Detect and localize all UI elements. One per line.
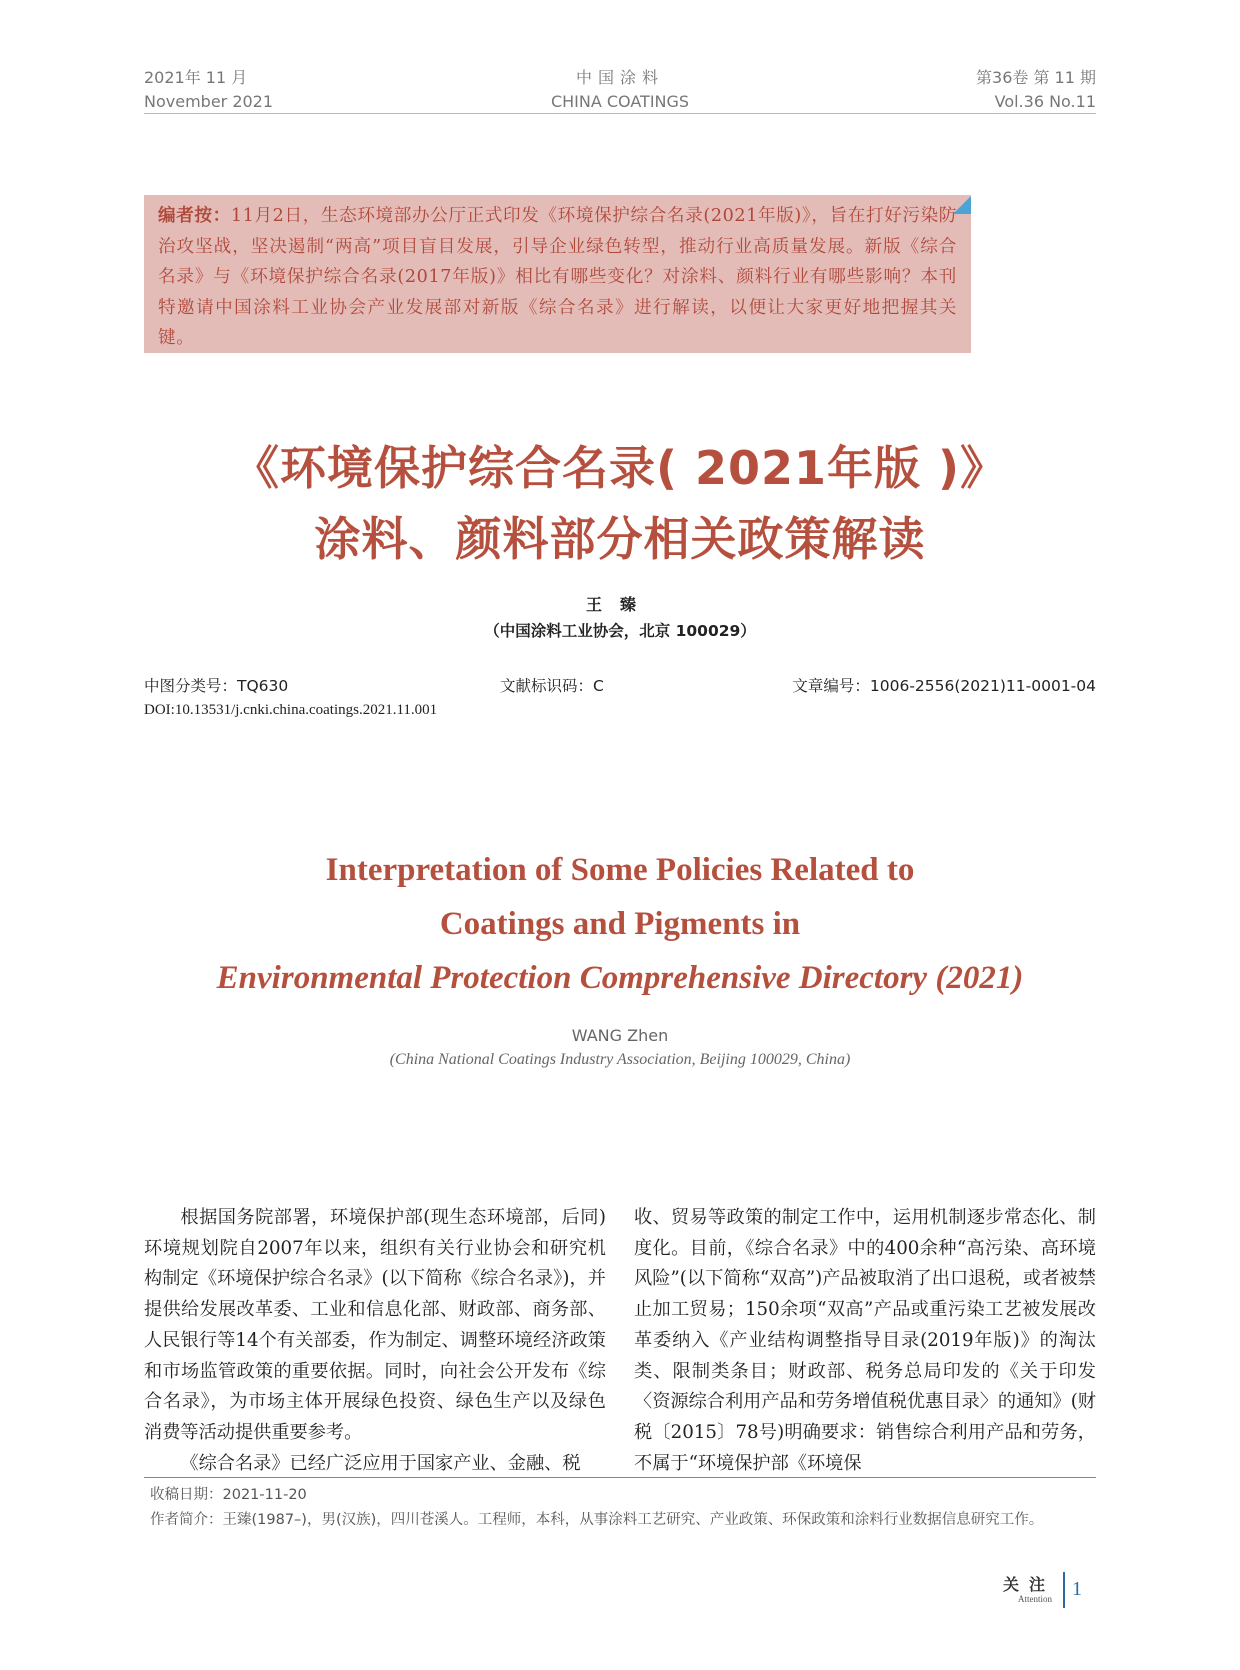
body-paragraph: 《综合名录》已经广泛应用于国家产业、金融、税 [180,1452,581,1474]
header-date-en: November 2021 [144,92,274,111]
title-en-line1: Interpretation of Some Policies Related to [325,852,915,888]
body-column-right [634,1203,1096,1479]
header-journal [520,66,720,114]
body-column-left [144,1203,606,1479]
editor-note-box [144,195,971,353]
author-en: WANG Zhen [571,1026,669,1045]
title-en-line3: Environmental Protection Comprehensive Directory (2021) [216,960,1024,996]
section-label: 关注 [1003,1575,1056,1594]
author-cn: 王臻 [585,595,654,614]
editor-note-lead: 编者按： [158,205,231,226]
classification-number: 中图分类号：TQ630 [144,677,289,695]
body-paragraph: 收、贸易等政策的制定工作中，运用机制逐步常态化、制度化。目前，《综合名录》中的400余种“高污染、高环境风险”(以下简称“双高”)产品被取消了出口退税，或者被禁止加工贸易；150余项“双高”产品或重污染工艺被发展改革委纳入《产业结构调整指导目录(2019年版)》的淘汰类、限制类条目；财政部、税务总局印发的《关于印发〈资源综合利用产品和劳务增值税优惠目录〉的通知》(财税〔2015〕78号)明确要求：销售综合利用产品和劳务，不属于“环境保护部《环境保 [634,1207,1096,1474]
header-journal-cn: 中国涂料 [575,68,664,87]
article-number: 文章编号：1006-2556(2021)11-0001-04 [792,677,1096,695]
doi-link[interactable]: DOI:10.13531/j.cnki.china.coatings.2021.11.001 [144,702,438,718]
title-en-line2: Coatings and Pigments in [439,906,801,942]
editor-note-text: 11月2日，生态环境部办公厅正式印发《环境保护综合名录(2021年版)》，旨在打好污染防治攻坚战，坚决遏制“两高”项目盲目发展，引导企业绿色转型，推动行业高质量发展。新版《综合名录》与《环境保护综合名录(2017年版)》相比有哪些变化？对涂料、颜料行业有哪些影响？本刊特邀请中国涂料工业协会产业发展部对新版《综合名录》进行解读，以便让大家更好地把握其关键。 [158,206,958,348]
affiliation-en: (China National Coatings Industry Association, Beijing 100029, China) [389,1051,851,1068]
footnote-divider [144,1477,1096,1478]
page-number-divider [1063,1572,1065,1608]
header-divider [144,113,1096,114]
header-date [144,66,273,114]
header-issue [976,66,1096,114]
header-date-cn: 2021年 11 月 [144,68,248,87]
page-number: 1 [1072,1578,1082,1600]
footnote-received: 收稿日期：2021-11-20 [150,1487,307,1503]
corner-fold-icon [953,196,971,214]
document-code: 文献标识码：C [500,677,604,695]
header-issue-en: Vol.36 No.11 [994,92,1096,111]
header-journal-en: CHINA COATINGS [550,92,690,111]
title-cn-line2: 涂料、颜料部分相关政策解读 [314,512,926,566]
affiliation-cn: （中国涂料工业协会，北京 100029） [484,622,756,640]
section-label-en: Attention [1018,1594,1052,1604]
header-issue-cn: 第36卷 第 11 期 [976,68,1096,87]
title-cn-line1: 《环境保护综合名录( 2021年版 )》 [232,441,1008,495]
footnote-author-bio: 作者简介：王臻(1987–)，男(汉族)，四川苍溪人。工程师，本科，从事涂料工艺研究、产业政策、环保政策和涂料行业数据信息研究工作。 [150,1512,1044,1528]
body-paragraph: 根据国务院部署，环境保护部(现生态环境部，后同)环境规划院自2007年以来，组织有关行业协会和研究机构制定《环境保护综合名录》(以下简称《综合名录》)，并提供给发展改革委、工业和信息化部、财政部、商务部、人民银行等14个有关部委，作为制定、调整环境经济政策和市场监管政策的重要依据。同时，向社会公开发布《综合名录》，为市场主体开展绿色投资、绿色生产以及绿色消费等活动提供重要参考。 [144,1207,606,1443]
